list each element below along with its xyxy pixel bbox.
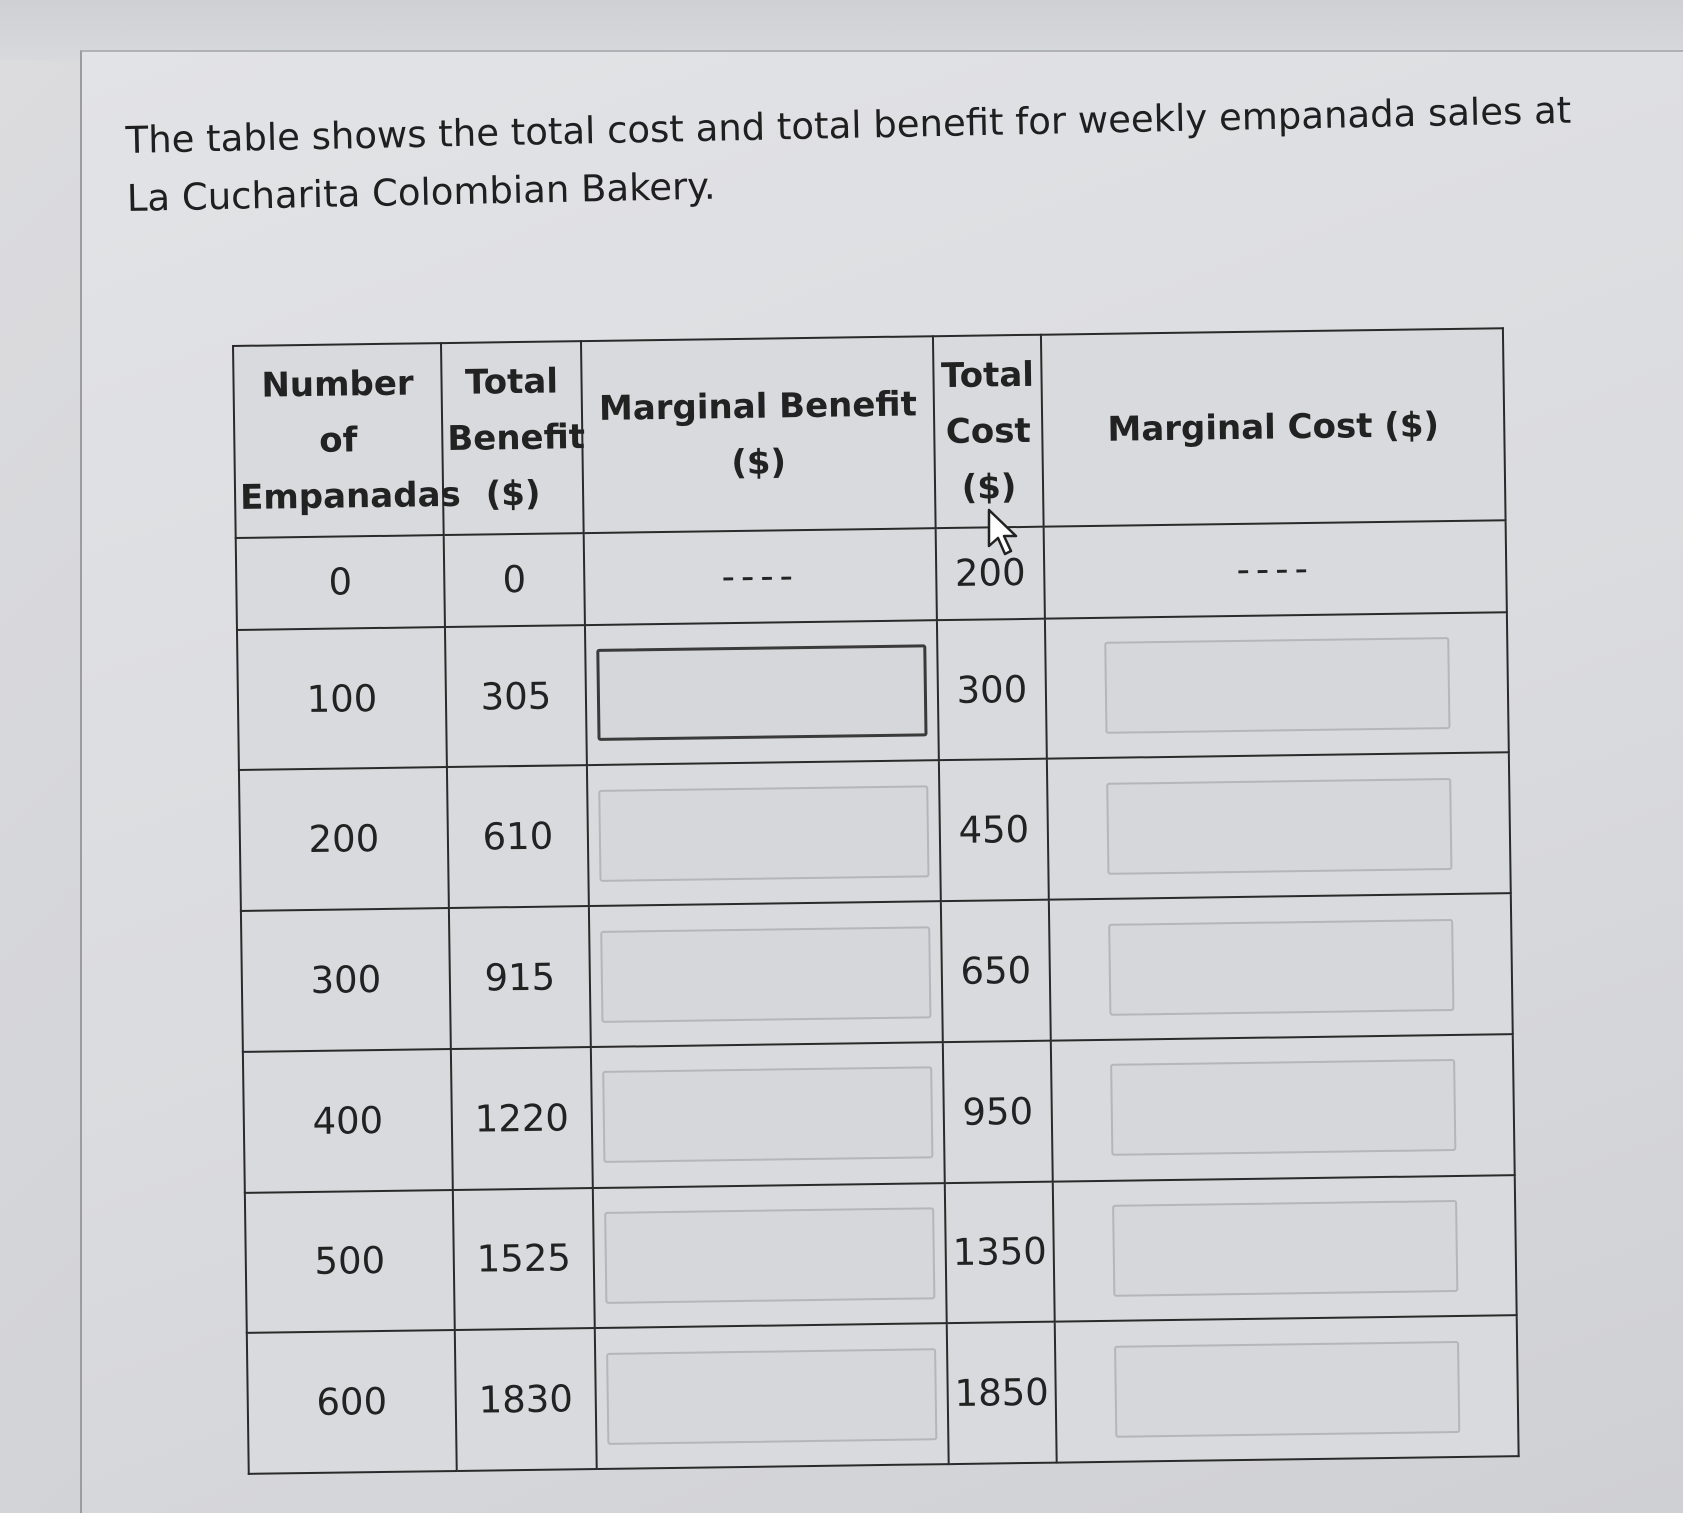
table-row <box>237 612 1509 770</box>
marginal-benefit-cell <box>595 1323 949 1469</box>
quantity-cell: 0 <box>236 535 445 630</box>
marginal-cost-input[interactable] <box>1108 919 1454 1016</box>
marginal-benefit-cell <box>593 1183 947 1329</box>
total-cost-cell: 1850 <box>947 1322 1057 1464</box>
marginal-cost-input[interactable] <box>1110 1059 1456 1156</box>
total-benefit-cell: 610 <box>447 766 589 909</box>
question-text: The table shows the total cost and total benefit for weekly empanada sales at La Cucharita Colombian Bakery. <box>125 88 1572 220</box>
table-row <box>247 1315 1519 1473</box>
marginal-cost-cell <box>1047 753 1511 900</box>
marginal-cost-cell <box>1053 1175 1517 1322</box>
mouse-pointer-icon <box>985 508 1025 558</box>
marginal-benefit-cell <box>589 901 943 1047</box>
marginal-benefit-input[interactable] <box>600 926 931 1023</box>
total-benefit-cell: 0 <box>444 533 585 627</box>
marginal-cost-input[interactable] <box>1114 1341 1460 1438</box>
marginal-benefit-cell <box>585 620 939 766</box>
table-row <box>241 893 1513 1051</box>
total-benefit-cell: 1830 <box>455 1328 597 1471</box>
header-number-of-empanadas: Number of Empanadas <box>233 343 444 538</box>
marginal-benefit-cell <box>591 1042 945 1188</box>
marginal-benefit-input[interactable] <box>596 644 927 741</box>
marginal-cost-cell <box>1051 1034 1515 1181</box>
marginal-benefit-input[interactable] <box>598 785 929 882</box>
total-cost-cell: 1350 <box>945 1181 1055 1323</box>
marginal-cost-cell <box>1055 1315 1519 1462</box>
quantity-cell: 100 <box>237 627 447 771</box>
marginal-benefit-input[interactable] <box>604 1207 935 1304</box>
table-row <box>245 1175 1517 1333</box>
quantity-cell: 300 <box>241 908 451 1052</box>
header-marginal-cost: Marginal Cost ($) <box>1041 328 1506 526</box>
quantity-cell: 600 <box>247 1330 457 1474</box>
header-total-benefit: Total Benefit ($) <box>441 341 584 535</box>
total-benefit-cell: 1525 <box>453 1188 595 1331</box>
total-cost-cell: 650 <box>941 900 1051 1042</box>
header-marginal-benefit: Marginal Benefit ($) <box>581 336 936 533</box>
marginal-cost-placeholder: ---- <box>1044 520 1507 618</box>
marginal-benefit-input[interactable] <box>602 1066 933 1163</box>
total-benefit-cell: 915 <box>449 906 591 1049</box>
marginal-benefit-placeholder: ---- <box>584 528 937 625</box>
total-cost-cell: 450 <box>939 759 1049 901</box>
table-row <box>236 520 1507 629</box>
empanada-table-container <box>232 327 1518 1475</box>
total-benefit-cell: 305 <box>445 625 587 768</box>
total-cost-cell: 950 <box>943 1040 1053 1182</box>
quantity-cell: 400 <box>243 1049 453 1193</box>
marginal-cost-cell <box>1049 893 1513 1040</box>
total-cost-cell: 300 <box>937 618 1047 760</box>
marginal-cost-input[interactable] <box>1104 637 1450 734</box>
marginal-benefit-cell <box>587 761 941 907</box>
total-benefit-cell: 1220 <box>451 1047 593 1190</box>
quantity-cell: 500 <box>245 1190 455 1334</box>
total-cost-cell: 200 <box>936 527 1045 620</box>
marginal-cost-input[interactable] <box>1112 1200 1458 1297</box>
marginal-cost-cell <box>1045 612 1509 759</box>
quantity-cell: 200 <box>239 767 449 911</box>
header-total-cost: Total Cost ($) <box>933 335 1044 528</box>
table-header-row <box>233 328 1506 538</box>
empanada-table <box>232 327 1520 1475</box>
marginal-benefit-input[interactable] <box>606 1348 937 1445</box>
table-row <box>239 753 1511 911</box>
marginal-cost-input[interactable] <box>1106 778 1452 875</box>
table-row <box>243 1034 1515 1192</box>
